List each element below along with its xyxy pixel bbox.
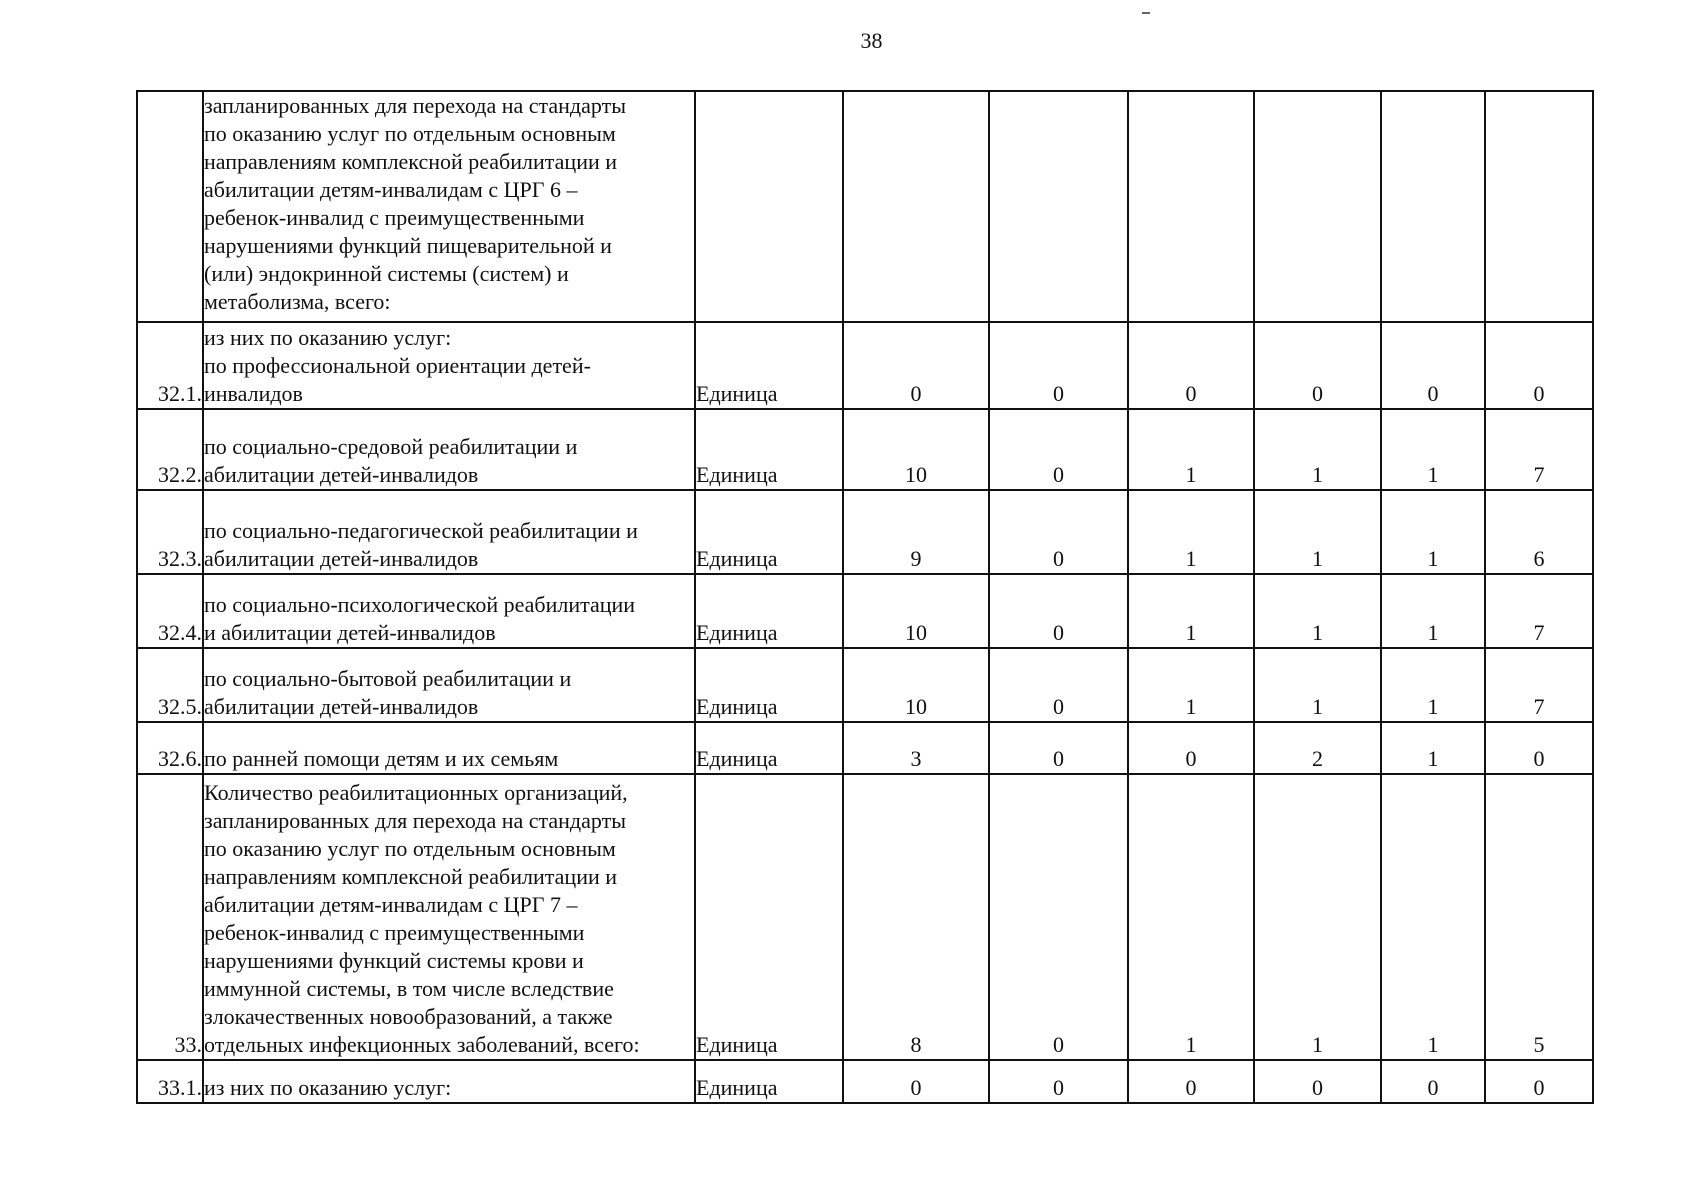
row-description: по социально-средовой реабилитации и абилитации детей-инвалидов (204, 434, 578, 487)
row-number: 32.6. (137, 722, 203, 774)
value-cell (1128, 91, 1254, 322)
value-cell: 3 (843, 722, 989, 774)
value-cell: 0 (1128, 322, 1254, 409)
value-cell: 1 (1254, 648, 1381, 722)
row-unit: Единица (695, 322, 843, 409)
table-row (137, 648, 1593, 722)
value-cell (1485, 91, 1593, 322)
row-number: 32.3. (137, 490, 203, 574)
row-unit: Единица (695, 409, 843, 490)
data-table (136, 90, 1594, 1104)
row-description-cell (203, 722, 695, 774)
value-cell: 6 (1485, 490, 1593, 574)
value-cell: 7 (1485, 648, 1593, 722)
row-unit: Единица (695, 1060, 843, 1103)
table-row (137, 574, 1593, 648)
value-cell: 1 (1381, 490, 1485, 574)
value-cell: 1 (1254, 774, 1381, 1060)
row-description: из них по оказанию услуг: (204, 1075, 452, 1100)
value-cell: 7 (1485, 574, 1593, 648)
value-cell: 0 (843, 322, 989, 409)
row-description-cell (203, 1060, 695, 1103)
row-number: 32.2. (137, 409, 203, 490)
value-cell: 10 (843, 574, 989, 648)
table-row (137, 722, 1593, 774)
row-description: Количество реабилитационных организаций, запланированных для перехода на стандарты по оказанию услуг по отдельным основным направлениям комплексной реабилитации и абилитации детям-инвалидам с ЦРГ 7 – ребенок-инвалид с преимущественными нарушениями функций системы крови и иммунной системы, в том числе вследствие злокачественных новообразований, а также отдельных инфекционных заболеваний, всего: (204, 780, 640, 1057)
value-cell: 0 (1254, 1060, 1381, 1103)
row-description: по социально-бытовой реабилитации и абилитации детей-инвалидов (204, 666, 572, 719)
value-cell: 8 (843, 774, 989, 1060)
value-cell: 1 (1381, 648, 1485, 722)
table-row (137, 1060, 1593, 1103)
value-cell: 0 (1128, 1060, 1254, 1103)
value-cell: 0 (843, 1060, 989, 1103)
row-description: по социально-педагогической реабилитации и абилитации детей-инвалидов (204, 518, 638, 571)
value-cell: 0 (1485, 722, 1593, 774)
value-cell: 9 (843, 490, 989, 574)
row-description-cell (203, 322, 695, 409)
value-cell (1381, 91, 1485, 322)
row-unit: Единица (695, 490, 843, 574)
value-cell: 1 (1381, 722, 1485, 774)
scan-mark (1142, 12, 1150, 14)
value-cell: 1 (1128, 648, 1254, 722)
value-cell: 0 (989, 574, 1128, 648)
value-cell: 7 (1485, 409, 1593, 490)
value-cell: 1 (1381, 574, 1485, 648)
row-description: из них по оказанию услуг: по профессиональной ориентации детей- инвалидов (204, 325, 591, 406)
row-number: 32.1. (137, 322, 203, 409)
row-unit: Единица (695, 648, 843, 722)
value-cell: 1 (1254, 490, 1381, 574)
value-cell: 1 (1254, 574, 1381, 648)
value-cell: 0 (989, 648, 1128, 722)
row-description: по ранней помощи детям и их семьям (204, 746, 559, 771)
page-number: 38 (860, 28, 883, 53)
value-cell: 0 (1381, 322, 1485, 409)
value-cell: 10 (843, 409, 989, 490)
value-cell: 0 (1254, 322, 1381, 409)
value-cell: 0 (1485, 1060, 1593, 1103)
row-unit: Единица (695, 774, 843, 1060)
value-cell: 0 (989, 490, 1128, 574)
value-cell (989, 91, 1128, 322)
row-description-cell (203, 91, 695, 322)
value-cell: 0 (989, 1060, 1128, 1103)
value-cell: 5 (1485, 774, 1593, 1060)
row-description: запланированных для перехода на стандарты по оказанию услуг по отдельным основным направлениям комплексной реабилитации и абилитации детям-инвалидам с ЦРГ 6 – ребенок-инвалид с преимущественными нарушениями функций пищеварительной и (или) эндокринной системы (систем) и метаболизма, всего: (204, 93, 626, 314)
table-row (137, 774, 1593, 1060)
row-description-cell (203, 774, 695, 1060)
row-description-cell (203, 574, 695, 648)
table-row (137, 91, 1593, 322)
value-cell (1254, 91, 1381, 322)
value-cell: 1 (1128, 574, 1254, 648)
row-description-cell (203, 490, 695, 574)
value-cell: 0 (989, 722, 1128, 774)
row-description-cell (203, 409, 695, 490)
value-cell: 1 (1254, 409, 1381, 490)
value-cell: 1 (1128, 409, 1254, 490)
row-description-cell (203, 648, 695, 722)
value-cell: 0 (1381, 1060, 1485, 1103)
table-row (137, 409, 1593, 490)
row-unit: Единица (695, 574, 843, 648)
value-cell (843, 91, 989, 322)
value-cell: 2 (1254, 722, 1381, 774)
value-cell: 0 (1128, 722, 1254, 774)
value-cell: 1 (1128, 774, 1254, 1060)
table-row (137, 490, 1593, 574)
table-row (137, 322, 1593, 409)
row-number: 32.5. (137, 648, 203, 722)
value-cell: 0 (1485, 322, 1593, 409)
value-cell: 1 (1128, 490, 1254, 574)
value-cell: 1 (1381, 409, 1485, 490)
row-number (137, 91, 203, 322)
value-cell: 0 (989, 409, 1128, 490)
row-number: 33.1. (137, 1060, 203, 1103)
row-number: 33. (137, 774, 203, 1060)
value-cell: 1 (1381, 774, 1485, 1060)
value-cell: 10 (843, 648, 989, 722)
row-number: 32.4. (137, 574, 203, 648)
value-cell: 0 (989, 774, 1128, 1060)
row-description: по социально-психологической реабилитации и абилитации детей-инвалидов (204, 592, 636, 645)
value-cell: 0 (989, 322, 1128, 409)
row-unit: Единица (695, 722, 843, 774)
row-unit (695, 91, 843, 322)
